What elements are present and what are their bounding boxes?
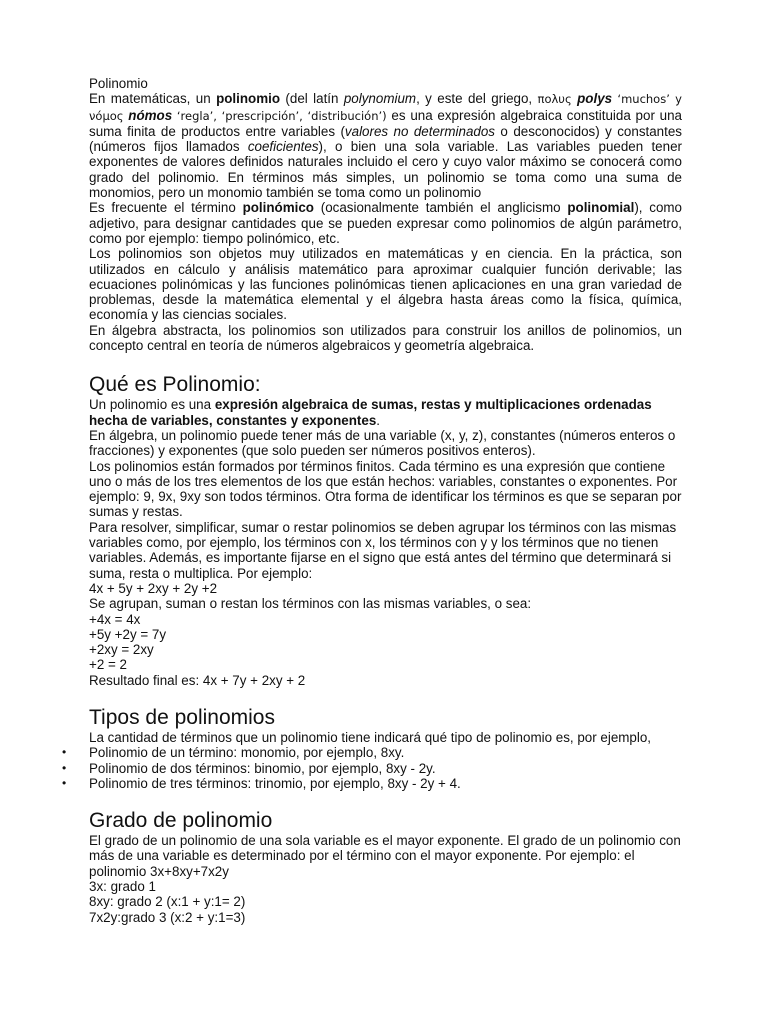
intro-section	[89, 76, 682, 353]
tipos-list	[89, 745, 682, 791]
bold-definition: expresión algebraica de sumas, restas y multiplicaciones ordenadas hecha de variables, constantes y exponentes	[89, 397, 652, 428]
grado-line: 7x2y:grado 3 (x:2 + y:1=3)	[89, 909, 246, 925]
text: En matemáticas, un	[89, 91, 217, 107]
que-paragraph-1	[89, 397, 682, 428]
text: Un polinomio es una	[89, 397, 215, 413]
italic-term: polynomium	[343, 91, 417, 107]
example-line: Se agrupan, suman o restan los términos con las mismas variables, o sea:	[89, 596, 532, 612]
section-heading-grado: Grado de polinomio	[89, 809, 273, 833]
tipos-paragraph-1: La cantidad de términos que un polinomio tiene indicará qué tipo de polinomio es, por ejemplo,	[89, 729, 652, 745]
text: ), como adjetivo, para designar cantidades que se pueden expresar como polinomios de algún parámetro, como por ejemplo: tiempo polinómico, etc.	[89, 200, 682, 246]
intro-paragraph-2	[89, 200, 682, 246]
section-heading-tipos: Tipos de polinomios	[89, 705, 275, 729]
tipos-section	[89, 730, 682, 791]
grado-section	[89, 833, 682, 925]
italic-term: nómos	[128, 107, 173, 123]
text: o desconocidos) y constantes (números fijos llamados	[89, 123, 682, 155]
list-item: • Polinomio de dos términos: binomio, por ejemplo, 8xy - 2y.	[89, 761, 682, 776]
italic-term: polys	[577, 91, 613, 107]
example-line: +2xy = 2xy	[89, 642, 154, 658]
list-item: • Polinomio de un término: monomio, por ejemplo, 8xy.	[89, 745, 682, 760]
greek-word: πολυς	[537, 92, 572, 107]
grado-line: 3x: grado 1	[89, 879, 156, 895]
example-result: Resultado final es: 4x + 7y + 2xy + 2	[89, 672, 306, 688]
bold-term: polinomial	[567, 200, 635, 216]
grado-line: 8xy: grado 2 (x:1 + y:1= 2)	[89, 894, 246, 910]
example-line: +2 = 2	[89, 657, 127, 673]
que-paragraph-2: En álgebra, un polinomio puede tener más de una variable (x, y, z), constantes (números enteros o fracciones) y exponentes (que solo pueden ser números positivos enteros).	[89, 427, 676, 459]
list-item: • Polinomio de tres términos: trinomio, por ejemplo, 8xy - 2y + 4.	[89, 776, 682, 791]
text: ), o bien una sola variable. Las variables pueden tener exponentes de valores definidos naturales incluido el cero y cuyo valor máximo se conocerá como grado del polinomio. En términos más simples, un polinomio se toma como una suma de monomios, pero un monomio también se toma como un polinomio	[89, 139, 682, 201]
text: es una expresión algebraica constituida por una suma finita de productos entre variables (	[89, 107, 683, 139]
greek-text: ‘regla’, ‘prescripción’, ‘distribución’)	[172, 108, 387, 123]
bold-term: polinomio	[216, 91, 281, 107]
section-heading-que-es: Qué es Polinomio:	[89, 373, 261, 397]
intro-paragraph-4: En álgebra abstracta, los polinomios son utilizados para construir los anillos de polinomios, un concepto central en teoría de números algebraicos y geometría algebraica.	[89, 322, 682, 354]
text: (del latín	[280, 91, 344, 107]
text: Es frecuente el término	[89, 200, 243, 216]
italic-term: valores no determinados	[344, 123, 495, 139]
text: , y este del griego,	[416, 91, 538, 107]
greek-text: ‘muchos’ y νόμος	[89, 92, 682, 123]
text: .	[376, 412, 381, 428]
que-paragraph-3: Los polinomios están formados por términos finitos. Cada término es una expresión que contiene uno o más de los tres elementos de los que están hechos: variables, constantes o exponentes. Por ejemplo: 9, 9x, 9xy son todos términos. Otra forma de identificar los términos es que se separan por sumas y restas.	[89, 458, 682, 520]
bold-term: polinómico	[242, 200, 314, 216]
doc-title: Polinomio	[89, 76, 148, 91]
italic-term: coeficientes	[247, 139, 319, 155]
intro-paragraph-1	[89, 91, 682, 200]
text: (ocasionalmente también el anglicismo	[313, 200, 568, 216]
example-line: +4x = 4x	[89, 611, 141, 627]
que-es-section	[89, 397, 682, 688]
example-line: +5y +2y = 7y	[89, 626, 167, 642]
que-paragraph-4: Para resolver, simplificar, sumar o restar polinomios se deben agrupar los términos con las mismas variables como, por ejemplo, los términos con x, los términos con y y los términos que no tienen variables. Además, es importante fijarse en el signo que está antes del término que determinará si suma, resta o multiplica. Por ejemplo:	[89, 519, 677, 581]
grado-paragraph-1: El grado de un polinomio de una sola variable es el mayor exponente. El grado de un polinomio con más de una variable es determinado por el término con el mayor exponente. Por ejemplo: el polinomio 3x+8xy+7x2y	[89, 833, 681, 879]
example-line: 4x + 5y + 2xy + 2y +2	[89, 580, 218, 596]
intro-paragraph-3: Los polinomios son objetos muy utilizados en matemáticas y en ciencia. En la práctica, son utilizados en cálculo y análisis matemático para aproximar cualquier función derivable; las ecuaciones polinómicas y las funciones polinómicas tienen aplicaciones en una gran variedad de problemas, desde la matemática elemental y el álgebra hasta áreas como la física, química, economía y las ciencias sociales.	[89, 246, 682, 323]
